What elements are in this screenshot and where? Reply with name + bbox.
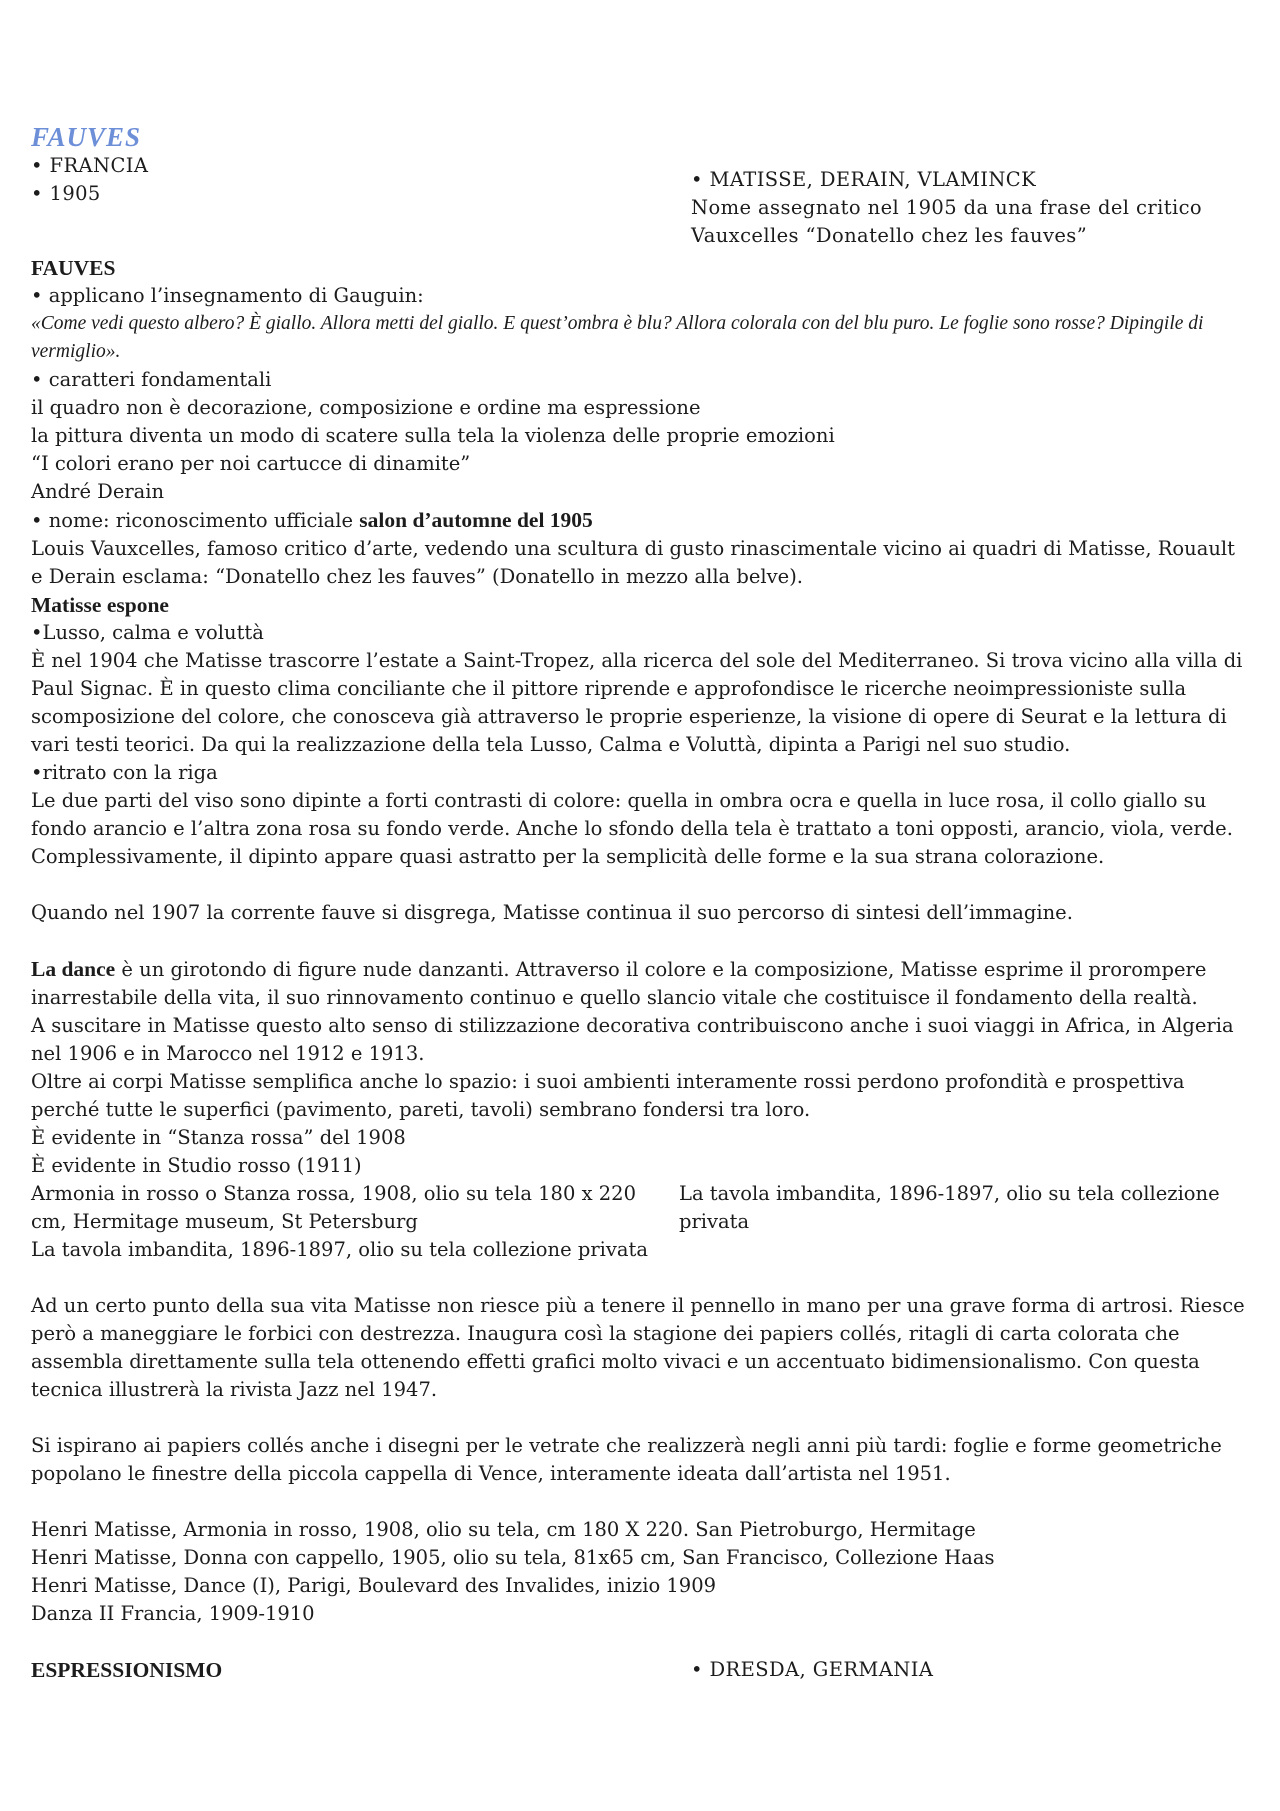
- section-heading: ESPRESSIONISMO: [31, 1658, 223, 1682]
- bullet-text: caratteri fondamentali: [48, 368, 272, 391]
- bullet-item: •ritrato con la riga: [31, 761, 218, 784]
- fauves-summary-left: [31, 152, 691, 250]
- bold-text: salon d’automne del 1905: [359, 508, 593, 532]
- text-line: Nome assegnato nel 1905 da una frase del critico: [691, 196, 1203, 219]
- subsection-heading: Matisse espone: [31, 593, 169, 617]
- captions-row: [31, 1180, 1249, 1236]
- paragraph: Oltre ai corpi Matisse semplifica anche lo spazio: i suoi ambienti interamente rossi perdono profondità e prospettiva perché tutte le superfici (pavimento, pareti, tavoli) sembrano fondersi tra loro.: [31, 1070, 1185, 1121]
- paragraph: Ad un certo punto della sua vita Matisse non riesce più a tenere il pennello in mano per una grave forma di artrosi. Riesce però a maneggiare le forbici con destrezza. Inaugura così la stagione dei papiers collés, ritagli di carta colorata che assembla direttamente sulla tela ottenendo effetti grafici molto vivaci e un accentuato bidimensionalismo. Con questa tecnica illustrerà la rivista Jazz nel 1947.: [31, 1294, 1245, 1401]
- bullet-item: • applicano l’insegnamento di Gauguin:: [31, 284, 424, 307]
- text-line: È evidente in “Stanza rossa” del 1908: [31, 1126, 406, 1149]
- bullet-text: MATISSE, DERAIN, VLAMINCK: [709, 168, 1037, 191]
- bullet-item: •Lusso, calma e voluttà: [31, 621, 264, 644]
- text-line: la pittura diventa un modo di scatere sulla tela la violenza delle proprie emozioni: [31, 424, 835, 447]
- spacer: [31, 1264, 1249, 1292]
- paragraph: Louis Vauxcelles, famoso critico d’arte, vedendo una scultura di gusto rinascimentale vicino ai quadri di Matisse, Rouault e Derain esclama: “Donatello chez les fauves” (Donatello in mezzo alla belve).: [31, 537, 1235, 588]
- fauves-title: FAUVES: [31, 122, 142, 152]
- fauves-summary-right: [691, 152, 1249, 250]
- paragraph: È nel 1904 che Matisse trascorre l’estate a Saint-Tropez, alla ricerca del sole del Mediterraneo. Si trova vicino alla villa di Paul Signac. È in questo clima conciliante che il pittore riprende e approfondisce le ricerche neoimpressioniste sulla scomposizione del colore, che conosceva già attraverso le proprie esperienze, la visione di opere di Seurat e la lettura di vari testi teorici. Da qui la realizzazione della tela Lusso, Calma e Voluttà, dipinta a Parigi nel suo studio.: [31, 649, 1243, 756]
- bullet-item: • 1905: [31, 182, 101, 205]
- bullet-text: 1905: [49, 182, 101, 205]
- fauves-summary: [31, 152, 1249, 250]
- spacer: [31, 1628, 1249, 1656]
- paragraph: Si ispirano ai papiers collés anche i disegni per le vetrate che realizzerà negli anni più tardi: foglie e forme geometriche popolano le finestre della piccola cappella di Vence, interamente ideata dall’artista nel 1951.: [31, 1434, 1222, 1485]
- bullet-text: ritrato con la riga: [42, 761, 218, 784]
- bullet-item: • DRESDA, GERMANIA: [691, 1658, 934, 1681]
- bullet-text: DRESDA, GERMANIA: [709, 1658, 934, 1681]
- bold-text: La dance: [31, 957, 116, 981]
- works-list-item: Danza II Francia, 1909-1910: [31, 1602, 315, 1625]
- text-line: André Derain: [31, 480, 165, 503]
- works-list-item: Henri Matisse, Dance (I), Parigi, Boulevard des Invalides, inizio 1909: [31, 1574, 717, 1597]
- spacer: [31, 871, 1249, 899]
- bullet-text: Lusso, calma e voluttà: [42, 621, 264, 644]
- text-line: È evidente in Studio rosso (1911): [31, 1154, 362, 1177]
- text-line: “I colori erano per noi cartucce di dinamite”: [31, 452, 471, 475]
- spacer: [31, 1488, 1249, 1516]
- bullet-item: • FRANCIA: [31, 154, 149, 177]
- paragraph: A suscitare in Matisse questo alto senso di stilizzazione decorativa contribuiscono anche i suoi viaggi in Africa, in Algeria nel 1906 e in Marocco nel 1912 e 1913.: [31, 1014, 1234, 1065]
- paragraph: Le due parti del viso sono dipinte a forti contrasti di colore: quella in ombra ocra e quella in luce rosa, il collo giallo su fondo arancio e l’altra zona rosa su fondo verde. Anche lo sfondo della tela è trattato a toni opposti, arancio, viola, verde. Complessivamente, il dipinto appare quasi astratto per la semplicità delle forme e la sua strana colorazione.: [31, 789, 1233, 868]
- bullet-text: FRANCIA: [49, 154, 149, 177]
- text-line: il quadro non è decorazione, composizione e ordine ma espressione: [31, 396, 701, 419]
- bullet-text: nome: riconoscimento ufficiale: [48, 509, 360, 532]
- spacer: [31, 1404, 1249, 1432]
- document-page: [31, 122, 1249, 1684]
- espressionismo-row: [31, 1656, 1249, 1684]
- text-line: Vauxcelles “Donatello chez les fauves”: [691, 224, 1088, 247]
- works-list-item: Henri Matisse, Armonia in rosso, 1908, olio su tela, cm 180 X 220. San Pietroburgo, Hermitage: [31, 1518, 976, 1541]
- paragraph: Quando nel 1907 la corrente fauve si disgrega, Matisse continua il suo percorso di sintesi dell’immagine.: [31, 901, 1073, 924]
- gauguin-quote: «Come vedi questo albero? È giallo. Allora metti del giallo. E quest’ombra è blu? Allora colorala con del blu puro. Le foglie sono rosse? Dipingile di vermiglio».: [31, 313, 1204, 362]
- bullet-item: • caratteri fondamentali: [31, 368, 272, 391]
- spacer: [31, 927, 1249, 955]
- section-heading: FAUVES: [31, 256, 116, 280]
- bullet-item: • MATISSE, DERAIN, VLAMINCK: [691, 168, 1037, 191]
- paragraph-text: è un girotondo di figure nude danzanti. Attraverso il colore e la composizione, Matisse esprime il prorompere inarrestabile della vita, il suo rinnovamento continuo e quello slancio vitale che costituisce il fondamento della realtà.: [31, 958, 1207, 1009]
- caption-below: La tavola imbandita, 1896-1897, olio su tela collezione privata: [31, 1238, 648, 1261]
- caption-right: La tavola imbandita, 1896-1897, olio su tela collezione privata: [679, 1182, 1220, 1233]
- caption-left: Armonia in rosso o Stanza rossa, 1908, olio su tela 180 x 220 cm, Hermitage museum, St Petersburg: [31, 1182, 636, 1233]
- bullet-item: • nome: riconoscimento ufficiale salon d’automne del 1905: [31, 508, 593, 532]
- works-list-item: Henri Matisse, Donna con cappello, 1905, olio su tela, 81x65 cm, San Francisco, Collezione Haas: [31, 1546, 995, 1569]
- bullet-text: applicano l’insegnamento di Gauguin:: [48, 284, 424, 307]
- paragraph: [31, 955, 1249, 1012]
